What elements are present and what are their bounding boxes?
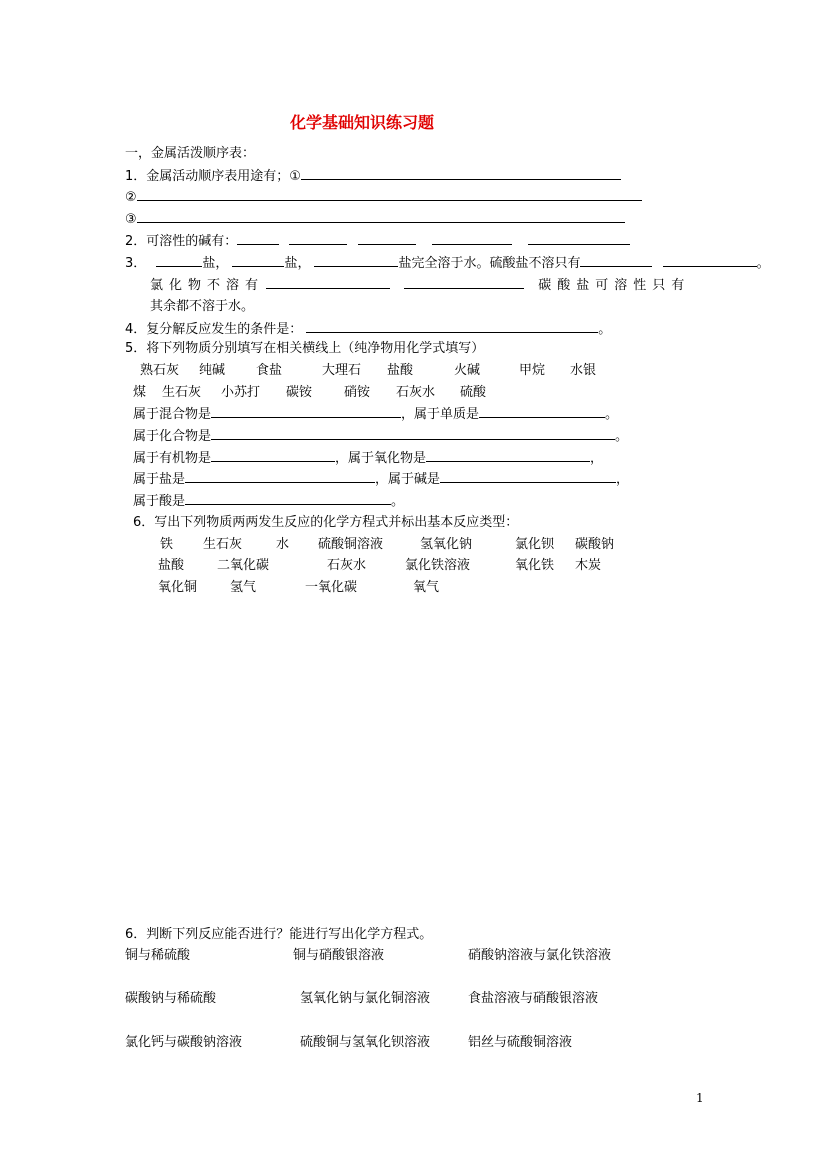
q3-blank-7[interactable] bbox=[404, 276, 524, 289]
q5-row1-item-0: 熟石灰 bbox=[140, 363, 180, 378]
q7-row3-item-1: 硫酸铜与氢氧化钡溶液 bbox=[300, 1035, 431, 1050]
q7-row3-item-2: 铝丝与硫酸铜溶液 bbox=[468, 1035, 573, 1050]
q3-end: 。 bbox=[756, 256, 770, 271]
q6-row1-item-1: 生石灰 bbox=[203, 537, 243, 552]
page-title: 化学基础知识练习题 bbox=[290, 113, 435, 132]
oxide-blank[interactable] bbox=[426, 449, 590, 462]
q1-item2-label: ② bbox=[125, 190, 137, 205]
q6-row2-item-0: 盐酸 bbox=[158, 558, 185, 573]
q5-row2-item-3: 碳铵 bbox=[286, 385, 313, 400]
q5-row1-item-3: 大理石 bbox=[322, 363, 362, 378]
q5-salt-line bbox=[133, 470, 629, 489]
q5-organic-line bbox=[133, 449, 603, 468]
q3-blank-3[interactable] bbox=[314, 254, 398, 267]
q6-row2-item-4: 氧化铁 bbox=[515, 558, 555, 573]
q4-end: 。 bbox=[598, 322, 612, 337]
q3-salt1: 盐， bbox=[202, 256, 229, 271]
q5-compound-line bbox=[133, 427, 628, 446]
q4-line bbox=[125, 320, 611, 339]
q5-row1-item-2: 食盐 bbox=[256, 363, 283, 378]
q6-row1-item-3: 硫酸铜溶液 bbox=[318, 537, 384, 552]
q3-line2 bbox=[150, 276, 690, 295]
q6-row3-item-3: 氧气 bbox=[413, 580, 440, 595]
q1-line1 bbox=[125, 167, 621, 186]
q7-row2-item-0: 碳酸钠与稀硫酸 bbox=[125, 991, 217, 1006]
q1-line2 bbox=[125, 188, 642, 207]
oxide-end: ， bbox=[590, 451, 604, 466]
q1-blank-1[interactable] bbox=[301, 167, 621, 180]
q6-row3-item-2: 一氧化碳 bbox=[305, 580, 358, 595]
q7-row2-item-1: 氢氧化钠与氯化铜溶液 bbox=[300, 991, 431, 1006]
q2-label: 2．可溶性的碱有： bbox=[125, 234, 238, 249]
q3-blank-2[interactable] bbox=[232, 254, 284, 267]
q6-row2-item-1: 二氧化碳 bbox=[217, 558, 270, 573]
q7-row1-item-2: 硝酸钠溶液与氯化铁溶液 bbox=[468, 948, 612, 963]
organic-blank[interactable] bbox=[211, 449, 335, 462]
base-blank[interactable] bbox=[440, 470, 616, 483]
q4-label: 4．复分解反应发生的条件是： bbox=[125, 322, 303, 337]
q7-row2-item-2: 食盐溶液与硝酸银溶液 bbox=[468, 991, 599, 1006]
q7-row1-item-0: 铜与稀硫酸 bbox=[125, 948, 191, 963]
q5-row1-item-7: 水银 bbox=[570, 363, 597, 378]
q1-label: 1．金属活动顺序表用途有；① bbox=[125, 169, 301, 184]
q1-blank-2[interactable] bbox=[137, 188, 642, 201]
q2-blank-4[interactable] bbox=[432, 232, 512, 245]
organic-label: 属于有机物是 bbox=[133, 451, 212, 466]
q6-row2-item-3: 氯化铁溶液 bbox=[405, 558, 471, 573]
q5-row2-item-1: 生石灰 bbox=[162, 385, 202, 400]
q5-acid-line bbox=[133, 492, 404, 511]
q2-blank-2[interactable] bbox=[289, 232, 347, 245]
q3-rest: 其余都不溶于水。 bbox=[150, 299, 255, 314]
q5-row1-item-1: 纯碱 bbox=[199, 363, 226, 378]
q7-label: 6．判断下列反应能否进行？能进行写出化学方程式。 bbox=[125, 927, 433, 942]
q2-blank-3[interactable] bbox=[358, 232, 416, 245]
base-end: ， bbox=[616, 472, 630, 487]
page-number: 1 bbox=[696, 1091, 704, 1105]
section1-heading: 一，金属活泼顺序表： bbox=[125, 146, 256, 161]
q5-row1-item-6: 甲烷 bbox=[519, 363, 546, 378]
acid-blank[interactable] bbox=[185, 492, 391, 505]
q5-mixture-line bbox=[133, 405, 618, 424]
q2-blank-1[interactable] bbox=[237, 232, 279, 245]
element-label: ，属于单质是 bbox=[401, 407, 480, 422]
q6-row2-item-5: 木炭 bbox=[575, 558, 602, 573]
q5-row2-item-4: 硝铵 bbox=[344, 385, 371, 400]
q6-row2-item-2: 石灰水 bbox=[327, 558, 367, 573]
compound-label: 属于化合物是 bbox=[133, 429, 212, 444]
q1-blank-3[interactable] bbox=[137, 210, 625, 223]
base-label: ，属于碱是 bbox=[375, 472, 441, 487]
q6-label: 6．写出下列物质两两发生反应的化学方程式并标出基本反应类型： bbox=[133, 515, 519, 530]
q5-row2-item-0: 煤 bbox=[133, 385, 147, 400]
q3-salt2: 盐， bbox=[284, 256, 311, 271]
q3-blank-1[interactable] bbox=[156, 254, 202, 267]
q1-item3-label: ③ bbox=[125, 212, 137, 227]
q4-blank[interactable] bbox=[306, 320, 598, 333]
q3-blank-4[interactable] bbox=[580, 254, 652, 267]
q2-line bbox=[125, 232, 630, 251]
q5-row2-item-6: 硫酸 bbox=[460, 385, 487, 400]
q6-row1-item-5: 氯化钡 bbox=[515, 537, 555, 552]
salt-blank[interactable] bbox=[185, 470, 375, 483]
element-end: 。 bbox=[605, 407, 619, 422]
acid-end: 。 bbox=[391, 494, 405, 509]
q3-carbonate-label: 碳酸盐可溶性只有 bbox=[538, 278, 691, 293]
q3-chloride-label: 氯化物不溶有 bbox=[150, 278, 265, 293]
q5-row1-item-5: 火碱 bbox=[454, 363, 481, 378]
q3-blank-6[interactable] bbox=[266, 276, 390, 289]
q7-row3-item-0: 氯化钙与碳酸钠溶液 bbox=[125, 1035, 243, 1050]
compound-blank[interactable] bbox=[211, 427, 615, 440]
compound-end: 。 bbox=[615, 429, 629, 444]
q3-line1 bbox=[125, 254, 770, 273]
q6-row1-item-4: 氢氧化钠 bbox=[420, 537, 473, 552]
salt-label: 属于盐是 bbox=[133, 472, 186, 487]
q5-row2-item-2: 小苏打 bbox=[221, 385, 261, 400]
q6-row1-item-0: 铁 bbox=[160, 537, 174, 552]
mixture-blank[interactable] bbox=[211, 405, 401, 418]
q3-blank-5[interactable] bbox=[663, 254, 757, 267]
q5-row2-item-5: 石灰水 bbox=[396, 385, 436, 400]
q5-label: 5．将下列物质分别填写在相关横线上（纯净物用化学式填写） bbox=[125, 341, 485, 356]
q7-row1-item-1: 铜与硝酸银溶液 bbox=[293, 948, 385, 963]
q2-blank-5[interactable] bbox=[528, 232, 630, 245]
q3-text: 盐完全溶于水。硫酸盐不溶只有 bbox=[398, 256, 581, 271]
q1-line3 bbox=[125, 210, 625, 229]
q6-row1-item-2: 水 bbox=[276, 537, 290, 552]
q6-row1-item-6: 碳酸钠 bbox=[575, 537, 615, 552]
oxide-label: ，属于氧化物是 bbox=[335, 451, 427, 466]
mixture-label: 属于混合物是 bbox=[133, 407, 212, 422]
element-blank[interactable] bbox=[479, 405, 605, 418]
q5-row1-item-4: 盐酸 bbox=[387, 363, 414, 378]
q6-row3-item-0: 氧化铜 bbox=[158, 580, 198, 595]
acid-label: 属于酸是 bbox=[133, 494, 186, 509]
q6-row3-item-1: 氢气 bbox=[230, 580, 257, 595]
q3-num: 3． bbox=[125, 256, 147, 271]
